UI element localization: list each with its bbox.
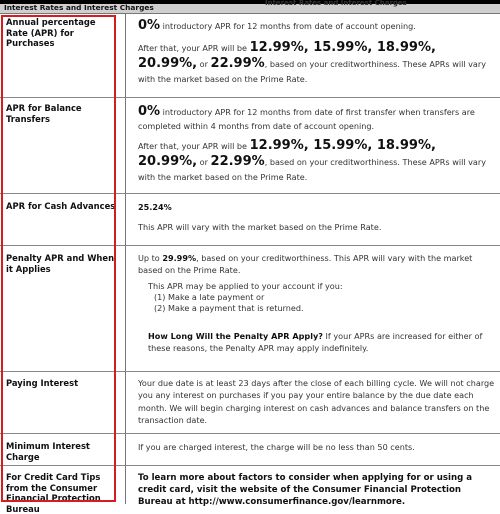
- cash-rate: 25.24%: [138, 202, 172, 212]
- penalty-how-long-question: How Long Will the Penalty APR Apply?: [148, 330, 323, 341]
- penalty-item-2: (2) Make a payment that is returned.: [154, 302, 304, 313]
- penalty-conditions: [148, 281, 488, 314]
- minimum-interest-text: If you are charged interest, the charge will be no less than 50 cents.: [138, 442, 415, 452]
- purchases-intro-rate: 0%: [138, 18, 161, 33]
- purchases-rates-or: or: [197, 59, 208, 69]
- balance-after-lead: After that, your APR will be: [138, 141, 250, 152]
- cfpb-tips-text: To learn more about factors to consider when applying for or using a credit card, visit the website of the Consumer Financial Protection Bureau at http://www.consumerfinance.gov/learnmore.: [138, 473, 473, 507]
- penalty-how-long-answer: If your APRs are increased for either of these reasons, the Penalty APR may apply indefinitely.: [148, 330, 483, 354]
- penalty-item-1: (1) Make a late payment or: [154, 291, 265, 302]
- purchases-after-tail: , based on your creditworthiness. These APRs will vary with the market based on the Prime Rate.: [138, 59, 487, 84]
- minimum-interest-label: Minimum Interest Charge: [6, 441, 90, 462]
- purchases-after: [138, 40, 496, 87]
- balance-apr-content: [138, 104, 496, 185]
- cash-apr-label: APR for Cash Advances: [6, 201, 116, 211]
- paying-interest-text: Your due date is at least 23 days after the close of each billing cycle. We will not charge you any interest on purchases if you pay your entire balance by the due date each month. We will begin charging interest on cash advances and balance transfers on the transaction date.: [138, 378, 495, 426]
- balance-after: [138, 138, 496, 185]
- balance-intro: [138, 104, 496, 132]
- table-header: [0, 0, 500, 14]
- purchases-intro-text: introductory APR for 12 months from date of account opening.: [160, 21, 416, 31]
- purchases-rates: 12.99%, 15.99%, 18.99%, 20.99%,: [138, 40, 436, 71]
- purchases-rate-last: 22.99%: [210, 56, 265, 71]
- cfpb-tips-label: For Credit Card Tips from the Consumer Financial Protection Bureau: [6, 472, 101, 514]
- penalty-lead: Up to: [138, 253, 163, 263]
- balance-intro-text: introductory APR for 12 months from date of first transfer when transfers are completed within 4 months from date of account opening.: [138, 107, 475, 131]
- balance-intro-rate: 0%: [138, 104, 161, 119]
- purchases-apr-label: Annual percentage Rate (APR) for Purchases: [6, 17, 96, 48]
- penalty-text: [138, 252, 496, 277]
- highlight-box: [1, 15, 116, 502]
- purchases-apr-content: [138, 18, 496, 87]
- purchases-intro: [138, 18, 496, 34]
- balance-rates-or: or: [197, 157, 208, 168]
- purchases-after-lead: After that, your APR will be: [138, 43, 250, 53]
- penalty-apr-label: Penalty APR and When it Applies: [6, 253, 115, 274]
- balance-rate-last: 22.99%: [210, 154, 265, 170]
- column-divider: [125, 14, 126, 504]
- table-header-title: Interest Rates and Interest Charges: [4, 3, 154, 12]
- balance-after-tail: , based on your creditworthiness. These APRs will vary with the market based on the Prime Rate.: [138, 157, 487, 183]
- penalty-description: , based on your creditworthiness. This APR will vary with the market based on the Prime Rate.: [138, 253, 473, 276]
- penalty-apr-content: [138, 252, 496, 355]
- penalty-how-long: [148, 330, 496, 355]
- paying-interest-label: Paying Interest: [6, 378, 79, 388]
- penalty-rate: 29.99%: [162, 253, 197, 263]
- balance-rates: 12.99%, 15.99%, 18.99%, 20.99%,: [138, 138, 436, 170]
- penalty-applies-intro: This APR may be applied to your account if you:: [148, 280, 343, 291]
- cash-apr-content: [138, 201, 496, 234]
- cash-text: This APR will vary with the market based on the Prime Rate.: [138, 222, 382, 233]
- table-header-cut-text: Interest Rates and Interest Charges: [265, 0, 407, 7]
- balance-apr-label: APR for Balance Transfers: [6, 103, 82, 124]
